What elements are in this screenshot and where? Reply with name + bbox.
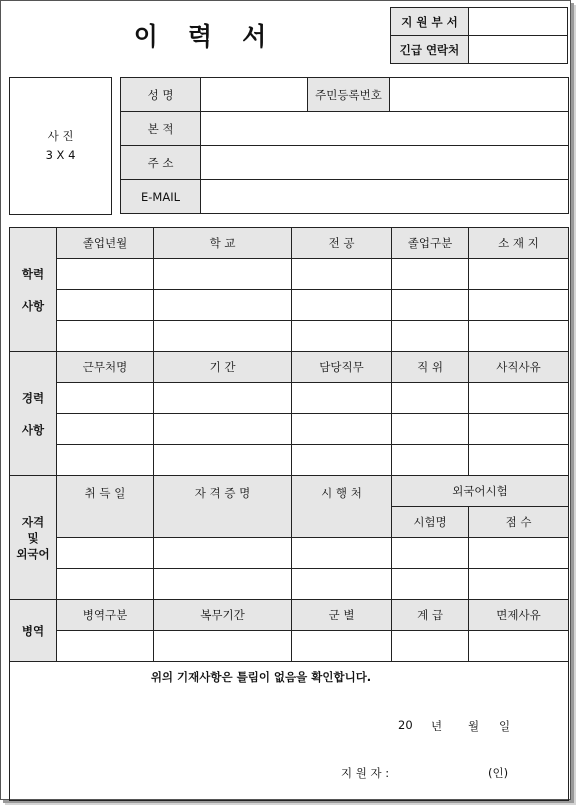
photo-size-label: 3 X 4: [45, 148, 76, 162]
email-field[interactable]: [201, 180, 569, 214]
education-header-location: 소 재 지: [469, 228, 569, 259]
qualification-header-acquired-date: 취 득 일: [57, 476, 154, 538]
applicant-sign-line: [331, 765, 551, 781]
career-header-period: 기 간: [154, 352, 292, 383]
education-cell[interactable]: [469, 321, 569, 352]
education-cell[interactable]: [292, 321, 392, 352]
year-prefix: 20: [398, 718, 413, 732]
email-label: E-MAIL: [121, 180, 201, 214]
name-label: 성 명: [121, 78, 201, 112]
page-title: [101, 17, 301, 53]
applicant-label: 지 원 자 :: [341, 766, 390, 780]
qualification-cell[interactable]: [57, 569, 154, 600]
military-header-service-period: 복무기간: [154, 600, 292, 631]
education-cell[interactable]: [469, 259, 569, 290]
military-header-rank: 계 급: [392, 600, 469, 631]
military-header-branch: 군 별: [292, 600, 392, 631]
education-cell[interactable]: [154, 290, 292, 321]
qualification-header-issuer: 시 행 처: [292, 476, 392, 538]
year-label: 년: [431, 719, 443, 733]
emergency-contact-field[interactable]: [469, 36, 568, 64]
origin-field[interactable]: [201, 112, 569, 146]
military-cell[interactable]: [292, 631, 392, 662]
career-cell[interactable]: [57, 414, 154, 445]
qualification-cell[interactable]: [469, 538, 569, 569]
education-cell[interactable]: [469, 290, 569, 321]
career-cell[interactable]: [292, 445, 392, 476]
dept-label: 지 원 부 서: [391, 8, 469, 36]
career-cell[interactable]: [57, 445, 154, 476]
qualification-label-line1: 자격: [21, 514, 45, 529]
day-label: 일: [499, 719, 511, 733]
education-label-line1: 학력: [21, 266, 45, 281]
education-label-line2: 사항: [21, 298, 45, 313]
id-number-label: 주민등록번호: [308, 78, 390, 112]
title-char: 력: [187, 22, 215, 51]
education-cell[interactable]: [154, 321, 292, 352]
education-header-graduation-date: 졸업년월: [57, 228, 154, 259]
military-section-label: 병역: [10, 600, 57, 662]
main-info-table: [9, 227, 569, 801]
career-header-duty: 담당직무: [292, 352, 392, 383]
date-line: [381, 718, 541, 734]
photo-label: 사 진: [47, 129, 74, 143]
career-cell[interactable]: [57, 383, 154, 414]
qualification-cell[interactable]: [392, 569, 469, 600]
address-label: 주 소: [121, 146, 201, 180]
qualification-cell[interactable]: [154, 569, 292, 600]
career-header-position: 직 위: [392, 352, 469, 383]
foreign-language-test-header: 외국어시험: [392, 476, 569, 507]
education-section-label: [10, 228, 57, 352]
career-cell[interactable]: [469, 445, 569, 476]
test-score-header: 점 수: [469, 507, 569, 538]
education-cell[interactable]: [292, 259, 392, 290]
career-cell[interactable]: [154, 445, 292, 476]
qualification-label-line3: 외국어: [16, 546, 50, 561]
qualification-cell[interactable]: [154, 538, 292, 569]
education-cell[interactable]: [392, 321, 469, 352]
career-cell[interactable]: [469, 414, 569, 445]
career-cell[interactable]: [154, 414, 292, 445]
education-cell[interactable]: [392, 259, 469, 290]
career-cell[interactable]: [292, 414, 392, 445]
career-cell[interactable]: [392, 414, 469, 445]
qualification-cell[interactable]: [392, 538, 469, 569]
career-section-label: [10, 352, 57, 476]
military-header-exemption-reason: 면제사유: [469, 600, 569, 631]
career-cell[interactable]: [392, 383, 469, 414]
career-label-line2: 사항: [21, 422, 45, 437]
education-header-school: 학 교: [154, 228, 292, 259]
education-header-graduation-status: 졸업구분: [392, 228, 469, 259]
seal-label[interactable]: (인): [488, 766, 509, 780]
career-cell[interactable]: [154, 383, 292, 414]
qualification-label-line2: 및: [27, 530, 39, 545]
education-cell[interactable]: [57, 321, 154, 352]
photo-box[interactable]: [9, 77, 112, 215]
title-char: 이: [133, 22, 160, 51]
career-cell[interactable]: [392, 445, 469, 476]
education-cell[interactable]: [292, 290, 392, 321]
qualification-cell[interactable]: [292, 538, 392, 569]
qualification-header-certificate: 자 격 증 명: [154, 476, 292, 538]
military-cell[interactable]: [57, 631, 154, 662]
military-cell[interactable]: [469, 631, 569, 662]
test-name-header: 시험명: [392, 507, 469, 538]
education-cell[interactable]: [154, 259, 292, 290]
personal-info-table: [120, 77, 569, 214]
title-char: 서: [242, 22, 269, 51]
career-cell[interactable]: [292, 383, 392, 414]
confirmation-text: 위의 기재사항은 틀림이 없음을 확인합니다.: [150, 670, 372, 684]
id-number-field[interactable]: [390, 78, 569, 112]
qualification-cell[interactable]: [469, 569, 569, 600]
education-cell[interactable]: [392, 290, 469, 321]
qualification-section-label: [10, 476, 57, 600]
header-info-table: [390, 7, 568, 64]
military-header-type: 병역구분: [57, 600, 154, 631]
address-field[interactable]: [201, 146, 569, 180]
education-header-major: 전 공: [292, 228, 392, 259]
career-header-leaving-reason: 사직사유: [469, 352, 569, 383]
qualification-cell[interactable]: [57, 538, 154, 569]
origin-label: 본 적: [121, 112, 201, 146]
qualification-cell[interactable]: [292, 569, 392, 600]
month-label: 월: [468, 719, 480, 733]
education-cell[interactable]: [57, 259, 154, 290]
career-header-company: 근무처명: [57, 352, 154, 383]
dept-field[interactable]: [469, 8, 568, 36]
military-cell[interactable]: [154, 631, 292, 662]
education-cell[interactable]: [57, 290, 154, 321]
military-cell[interactable]: [392, 631, 469, 662]
career-label-line1: 경력: [21, 390, 45, 405]
emergency-contact-label: 긴급 연락처: [391, 36, 469, 64]
career-cell[interactable]: [469, 383, 569, 414]
name-field[interactable]: [201, 78, 308, 112]
